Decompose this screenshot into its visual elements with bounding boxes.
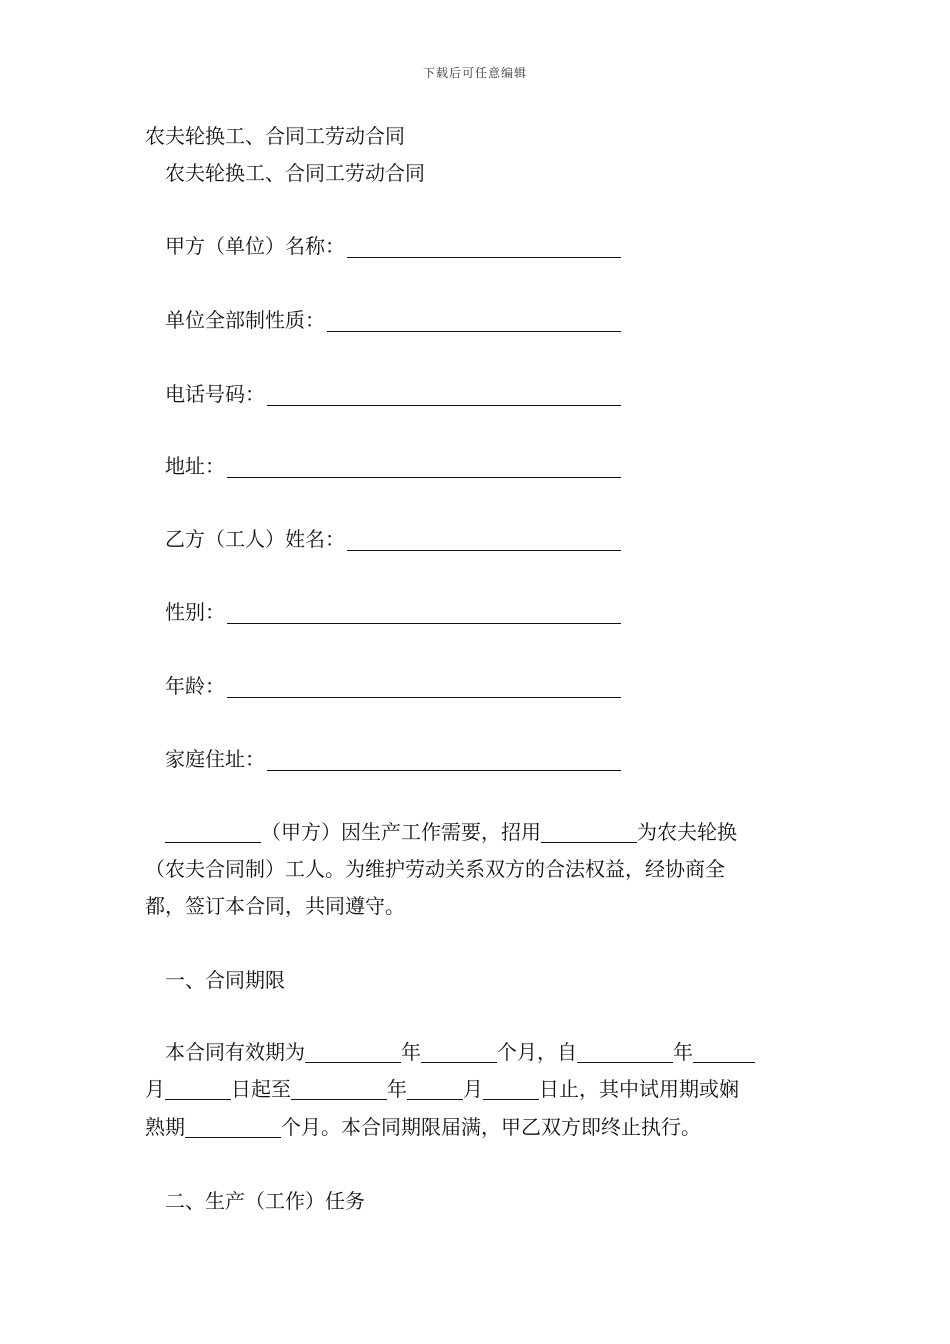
field-label: 单位全部制性质： [165,308,325,332]
intro-text: （甲方）因生产工作需要，招用 [261,820,541,844]
blank-line[interactable] [541,820,637,843]
field-label: 性别： [165,600,225,624]
blank-line[interactable] [227,671,621,698]
field-home-address [165,741,621,777]
field-party-a-name [165,228,621,264]
term-text: 日止，其中试用期或娴 [539,1077,739,1101]
section-heading: 二、生产（工作）任务 [165,1189,365,1213]
term-text: 年 [387,1077,407,1101]
term-text: 月 [145,1077,165,1101]
blank-line[interactable] [165,1077,231,1100]
blank-line[interactable] [421,1040,497,1063]
term-text: 月 [463,1077,483,1101]
blank-line[interactable] [327,305,621,332]
blank-line[interactable] [165,820,261,843]
field-label: 年龄： [165,674,225,698]
intro-text: 为农夫轮换 [637,820,737,844]
blank-line[interactable] [227,597,621,624]
field-age [165,668,621,704]
blank-line[interactable] [305,1040,401,1063]
field-label: 乙方（工人）姓名： [165,527,345,551]
section-heading: 一、合同期限 [165,968,285,992]
field-address [165,448,621,484]
blank-line[interactable] [267,379,621,406]
blank-line[interactable] [693,1040,755,1063]
blank-line[interactable] [577,1040,673,1063]
document-subtitle: 农夫轮换工、合同工劳动合同 [165,161,425,185]
term-text: 本合同有效期为 [165,1040,305,1064]
term-text: 年 [401,1040,421,1064]
intro-line-1 [165,814,737,850]
header-note: 下载后可任意编辑 [422,66,527,80]
intro-line-3: 都，签订本合同，共同遵守。 [145,894,405,918]
blank-line[interactable] [185,1115,281,1138]
term-text: 日起至 [231,1077,291,1101]
blank-line[interactable] [407,1077,463,1100]
term-text: 个月。本合同期限届满，甲乙双方即终止执行。 [281,1115,701,1139]
blank-line[interactable] [347,524,621,551]
document-title: 农夫轮换工、合同工劳动合同 [145,124,405,148]
intro-line-2: （农夫合同制）工人。为维护劳动关系双方的合法权益，经协商全 [145,857,725,881]
blank-line[interactable] [227,451,621,478]
field-ownership-type [165,302,621,338]
blank-line[interactable] [267,744,621,771]
field-label: 地址： [165,454,225,478]
term-line-2 [145,1071,739,1107]
term-text: 个月，自 [497,1040,577,1064]
blank-line[interactable] [347,231,621,258]
field-label: 甲方（单位）名称： [165,234,345,258]
term-line-3 [145,1109,701,1145]
blank-line[interactable] [291,1077,387,1100]
field-party-b-name [165,521,621,557]
field-phone [165,376,621,412]
field-gender [165,594,621,630]
term-line-1 [165,1034,755,1070]
blank-line[interactable] [483,1077,539,1100]
field-label: 家庭住址： [165,747,265,771]
term-text: 年 [673,1040,693,1064]
term-text: 熟期 [145,1115,185,1139]
field-label: 电话号码： [165,382,265,406]
